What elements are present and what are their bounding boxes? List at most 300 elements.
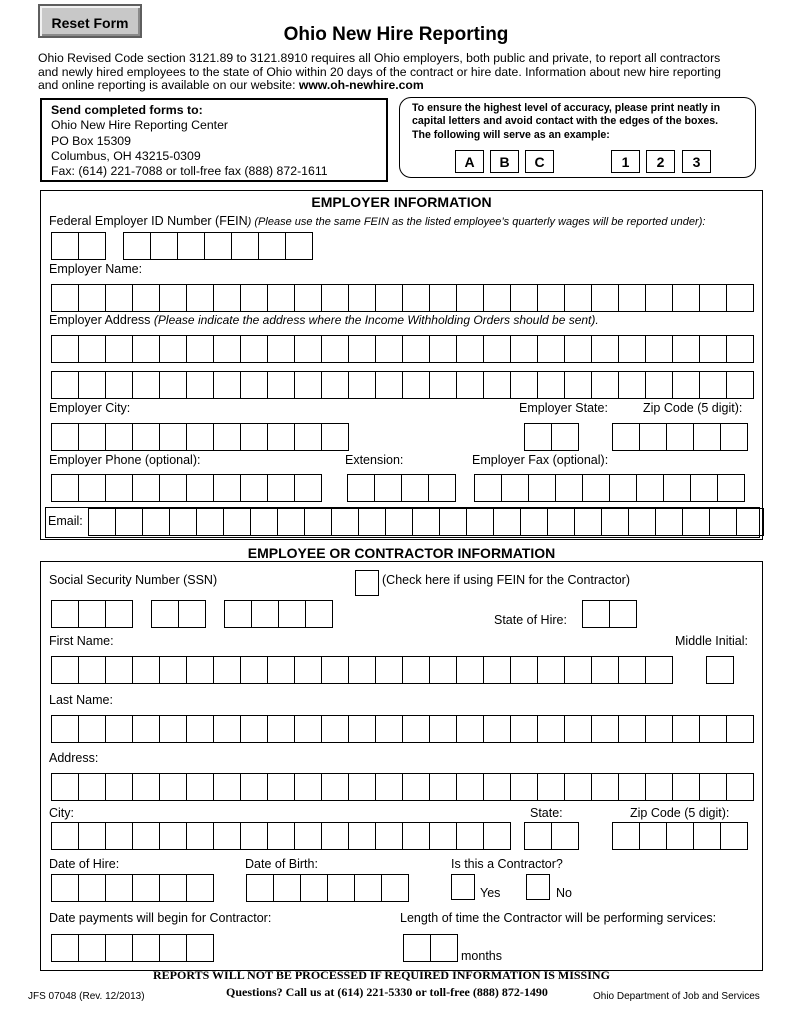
character-box[interactable]: [150, 232, 178, 260]
middle-initial-box[interactable]: [706, 656, 734, 684]
character-box[interactable]: [456, 822, 484, 850]
character-box[interactable]: [726, 284, 754, 312]
character-box[interactable]: [132, 656, 160, 684]
character-box[interactable]: [105, 423, 133, 451]
character-box[interactable]: [672, 715, 700, 743]
character-box[interactable]: [105, 715, 133, 743]
character-box[interactable]: [213, 371, 241, 399]
character-box[interactable]: [78, 715, 106, 743]
character-box[interactable]: [699, 715, 727, 743]
character-box[interactable]: [294, 656, 322, 684]
character-box[interactable]: [186, 874, 214, 902]
character-box[interactable]: [612, 822, 640, 850]
character-box[interactable]: [132, 934, 160, 962]
character-box[interactable]: [78, 423, 106, 451]
character-box[interactable]: [186, 335, 214, 363]
character-box[interactable]: [51, 934, 79, 962]
fein-prefix-boxes[interactable]: [51, 232, 106, 260]
character-box[interactable]: [430, 934, 458, 962]
character-box[interactable]: [159, 371, 187, 399]
character-box[interactable]: [159, 335, 187, 363]
city-boxes[interactable]: [51, 822, 511, 850]
character-box[interactable]: [240, 335, 268, 363]
character-box[interactable]: [132, 284, 160, 312]
character-box[interactable]: [186, 284, 214, 312]
length-of-service-boxes[interactable]: [403, 934, 458, 962]
character-box[interactable]: [321, 773, 349, 801]
character-box[interactable]: [456, 335, 484, 363]
character-box[interactable]: [591, 773, 619, 801]
character-box[interactable]: [402, 822, 430, 850]
character-box[interactable]: [240, 371, 268, 399]
character-box[interactable]: [321, 284, 349, 312]
character-box[interactable]: [645, 715, 673, 743]
character-box[interactable]: [213, 423, 241, 451]
character-box[interactable]: [88, 508, 116, 536]
character-box[interactable]: [501, 474, 529, 502]
character-box[interactable]: [726, 773, 754, 801]
character-box[interactable]: [304, 508, 332, 536]
character-box[interactable]: [78, 822, 106, 850]
character-box[interactable]: [321, 423, 349, 451]
character-box[interactable]: [51, 600, 79, 628]
character-box[interactable]: [429, 773, 457, 801]
character-box[interactable]: [78, 284, 106, 312]
character-box[interactable]: [720, 423, 748, 451]
character-box[interactable]: [645, 284, 673, 312]
character-box[interactable]: [105, 284, 133, 312]
character-box[interactable]: [213, 284, 241, 312]
character-box[interactable]: [123, 232, 151, 260]
ssn-area-boxes[interactable]: [51, 600, 133, 628]
character-box[interactable]: [196, 508, 224, 536]
character-box[interactable]: [510, 656, 538, 684]
character-box[interactable]: [294, 335, 322, 363]
character-box[interactable]: [456, 284, 484, 312]
character-box[interactable]: [402, 371, 430, 399]
character-box[interactable]: [672, 773, 700, 801]
character-box[interactable]: [510, 371, 538, 399]
first-name-boxes[interactable]: [51, 656, 673, 684]
character-box[interactable]: [709, 508, 737, 536]
character-box[interactable]: [564, 773, 592, 801]
character-box[interactable]: [510, 773, 538, 801]
character-box[interactable]: [240, 773, 268, 801]
character-box[interactable]: [105, 773, 133, 801]
character-box[interactable]: [258, 232, 286, 260]
character-box[interactable]: [159, 874, 187, 902]
character-box[interactable]: [132, 423, 160, 451]
character-box[interactable]: [375, 284, 403, 312]
character-box[interactable]: [412, 508, 440, 536]
character-box[interactable]: [726, 715, 754, 743]
character-box[interactable]: [178, 600, 206, 628]
character-box[interactable]: [186, 656, 214, 684]
character-box[interactable]: [132, 715, 160, 743]
character-box[interactable]: [321, 656, 349, 684]
character-box[interactable]: [655, 508, 683, 536]
extension-boxes[interactable]: [347, 474, 456, 502]
character-box[interactable]: [537, 335, 565, 363]
character-box[interactable]: [267, 715, 295, 743]
character-box[interactable]: [159, 284, 187, 312]
character-box[interactable]: [612, 423, 640, 451]
character-box[interactable]: [375, 715, 403, 743]
character-box[interactable]: [682, 508, 710, 536]
character-box[interactable]: [639, 822, 667, 850]
character-box[interactable]: [672, 335, 700, 363]
character-box[interactable]: [564, 335, 592, 363]
character-box[interactable]: [213, 822, 241, 850]
character-box[interactable]: [105, 656, 133, 684]
character-box[interactable]: [321, 715, 349, 743]
character-box[interactable]: [240, 474, 268, 502]
character-box[interactable]: [528, 474, 556, 502]
character-box[interactable]: [510, 284, 538, 312]
character-box[interactable]: [537, 371, 565, 399]
character-box[interactable]: [537, 284, 565, 312]
character-box[interactable]: [429, 822, 457, 850]
character-box[interactable]: [693, 423, 721, 451]
character-box[interactable]: [402, 284, 430, 312]
character-box[interactable]: [105, 371, 133, 399]
character-box[interactable]: [510, 715, 538, 743]
character-box[interactable]: [186, 474, 214, 502]
character-box[interactable]: [375, 822, 403, 850]
character-box[interactable]: [213, 715, 241, 743]
character-box[interactable]: [672, 284, 700, 312]
character-box[interactable]: [51, 822, 79, 850]
character-box[interactable]: [246, 874, 274, 902]
character-box[interactable]: [358, 508, 386, 536]
ssn-serial-boxes[interactable]: [224, 600, 333, 628]
character-box[interactable]: [609, 600, 637, 628]
character-box[interactable]: [456, 773, 484, 801]
character-box[interactable]: [429, 371, 457, 399]
character-box[interactable]: [403, 934, 431, 962]
character-box[interactable]: [720, 822, 748, 850]
character-box[interactable]: [51, 874, 79, 902]
character-box[interactable]: [105, 822, 133, 850]
character-box[interactable]: [736, 508, 764, 536]
employer-city-boxes[interactable]: [51, 423, 349, 451]
character-box[interactable]: [601, 508, 629, 536]
character-box[interactable]: [132, 474, 160, 502]
character-box[interactable]: [474, 474, 502, 502]
character-box[interactable]: [401, 474, 429, 502]
character-box[interactable]: [493, 508, 521, 536]
character-box[interactable]: [213, 656, 241, 684]
character-box[interactable]: [456, 371, 484, 399]
character-box[interactable]: [251, 600, 279, 628]
character-box[interactable]: [483, 284, 511, 312]
character-box[interactable]: [483, 773, 511, 801]
state-boxes[interactable]: [524, 822, 579, 850]
character-box[interactable]: [466, 508, 494, 536]
character-box[interactable]: [483, 371, 511, 399]
character-box[interactable]: [267, 822, 295, 850]
character-box[interactable]: [699, 284, 727, 312]
character-box[interactable]: [51, 773, 79, 801]
character-box[interactable]: [294, 284, 322, 312]
character-box[interactable]: [699, 335, 727, 363]
character-box[interactable]: [645, 335, 673, 363]
character-box[interactable]: [186, 423, 214, 451]
character-box[interactable]: [294, 474, 322, 502]
character-box[interactable]: [564, 284, 592, 312]
character-box[interactable]: [564, 371, 592, 399]
character-box[interactable]: [321, 822, 349, 850]
last-name-boxes[interactable]: [51, 715, 754, 743]
character-box[interactable]: [213, 773, 241, 801]
character-box[interactable]: [321, 371, 349, 399]
employer-zip-boxes[interactable]: [612, 423, 748, 451]
email-boxes[interactable]: [88, 508, 764, 536]
character-box[interactable]: [132, 874, 160, 902]
character-box[interactable]: [639, 423, 667, 451]
employer-fax-boxes[interactable]: [474, 474, 745, 502]
character-box[interactable]: [51, 656, 79, 684]
website-link[interactable]: www.oh-newhire.com: [298, 78, 424, 92]
character-box[interactable]: [591, 335, 619, 363]
character-box[interactable]: [250, 508, 278, 536]
character-box[interactable]: [240, 423, 268, 451]
character-box[interactable]: [429, 284, 457, 312]
character-box[interactable]: [591, 284, 619, 312]
character-box[interactable]: [582, 474, 610, 502]
character-box[interactable]: [132, 335, 160, 363]
character-box[interactable]: [204, 232, 232, 260]
character-box[interactable]: [273, 874, 301, 902]
character-box[interactable]: [78, 371, 106, 399]
character-box[interactable]: [717, 474, 745, 502]
character-box[interactable]: [159, 656, 187, 684]
date-of-hire-boxes[interactable]: [51, 874, 214, 902]
character-box[interactable]: [267, 474, 295, 502]
character-box[interactable]: [348, 715, 376, 743]
character-box[interactable]: [726, 335, 754, 363]
character-box[interactable]: [267, 335, 295, 363]
character-box[interactable]: [537, 773, 565, 801]
character-box[interactable]: [78, 600, 106, 628]
character-box[interactable]: [483, 822, 511, 850]
character-box[interactable]: [159, 934, 187, 962]
character-box[interactable]: [169, 508, 197, 536]
zip-boxes[interactable]: [612, 822, 748, 850]
character-box[interactable]: [51, 423, 79, 451]
character-box[interactable]: [551, 822, 579, 850]
character-box[interactable]: [240, 822, 268, 850]
character-box[interactable]: [151, 600, 179, 628]
employer-name-boxes[interactable]: [51, 284, 754, 312]
character-box[interactable]: [294, 822, 322, 850]
character-box[interactable]: [78, 656, 106, 684]
character-box[interactable]: [663, 474, 691, 502]
character-box[interactable]: [294, 715, 322, 743]
character-box[interactable]: [213, 474, 241, 502]
character-box[interactable]: [321, 335, 349, 363]
character-box[interactable]: [231, 232, 259, 260]
character-box[interactable]: [213, 335, 241, 363]
character-box[interactable]: [348, 822, 376, 850]
character-box[interactable]: [78, 474, 106, 502]
character-box[interactable]: [428, 474, 456, 502]
character-box[interactable]: [105, 335, 133, 363]
character-box[interactable]: [240, 715, 268, 743]
character-box[interactable]: [551, 423, 579, 451]
character-box[interactable]: [348, 284, 376, 312]
character-box[interactable]: [267, 284, 295, 312]
character-box[interactable]: [267, 371, 295, 399]
character-box[interactable]: [105, 474, 133, 502]
character-box[interactable]: [348, 335, 376, 363]
character-box[interactable]: [381, 874, 409, 902]
character-box[interactable]: [300, 874, 328, 902]
character-box[interactable]: [636, 474, 664, 502]
character-box[interactable]: [564, 656, 592, 684]
character-box[interactable]: [277, 508, 305, 536]
character-box[interactable]: [186, 371, 214, 399]
contractor-no-checkbox[interactable]: [526, 874, 550, 900]
character-box[interactable]: [510, 335, 538, 363]
character-box[interactable]: [240, 284, 268, 312]
character-box[interactable]: [186, 822, 214, 850]
character-box[interactable]: [159, 773, 187, 801]
character-box[interactable]: [294, 773, 322, 801]
character-box[interactable]: [294, 423, 322, 451]
character-box[interactable]: [105, 934, 133, 962]
character-box[interactable]: [177, 232, 205, 260]
character-box[interactable]: [354, 874, 382, 902]
character-box[interactable]: [375, 335, 403, 363]
character-box[interactable]: [78, 874, 106, 902]
character-box[interactable]: [374, 474, 402, 502]
character-box[interactable]: [429, 715, 457, 743]
character-box[interactable]: [582, 600, 610, 628]
character-box[interactable]: [672, 371, 700, 399]
character-box[interactable]: [223, 508, 251, 536]
employer-state-boxes[interactable]: [524, 423, 579, 451]
character-box[interactable]: [483, 335, 511, 363]
character-box[interactable]: [159, 474, 187, 502]
state-of-hire-boxes[interactable]: [582, 600, 637, 628]
character-box[interactable]: [375, 656, 403, 684]
character-box[interactable]: [186, 773, 214, 801]
fein-number-boxes[interactable]: [123, 232, 313, 260]
employer-phone-boxes[interactable]: [51, 474, 322, 502]
character-box[interactable]: [105, 874, 133, 902]
contractor-yes-checkbox[interactable]: [451, 874, 475, 900]
character-box[interactable]: [547, 508, 575, 536]
character-box[interactable]: [591, 656, 619, 684]
character-box[interactable]: [348, 773, 376, 801]
character-box[interactable]: [564, 715, 592, 743]
character-box[interactable]: [159, 423, 187, 451]
character-box[interactable]: [699, 773, 727, 801]
character-box[interactable]: [278, 600, 306, 628]
character-box[interactable]: [690, 474, 718, 502]
character-box[interactable]: [159, 715, 187, 743]
employer-address-boxes-2[interactable]: [51, 371, 754, 399]
character-box[interactable]: [537, 715, 565, 743]
character-box[interactable]: [385, 508, 413, 536]
character-box[interactable]: [285, 232, 313, 260]
character-box[interactable]: [51, 715, 79, 743]
character-box[interactable]: [628, 508, 656, 536]
character-box[interactable]: [524, 423, 552, 451]
character-box[interactable]: [186, 715, 214, 743]
character-box[interactable]: [618, 371, 646, 399]
character-box[interactable]: [240, 656, 268, 684]
character-box[interactable]: [267, 656, 295, 684]
character-box[interactable]: [132, 773, 160, 801]
character-box[interactable]: [645, 371, 673, 399]
character-box[interactable]: [347, 474, 375, 502]
character-box[interactable]: [331, 508, 359, 536]
character-box[interactable]: [402, 715, 430, 743]
character-box[interactable]: [524, 822, 552, 850]
character-box[interactable]: [574, 508, 602, 536]
character-box[interactable]: [267, 773, 295, 801]
character-box[interactable]: [294, 371, 322, 399]
character-box[interactable]: [645, 773, 673, 801]
character-box[interactable]: [456, 656, 484, 684]
character-box[interactable]: [327, 874, 355, 902]
character-box[interactable]: [402, 773, 430, 801]
character-box[interactable]: [483, 715, 511, 743]
character-box[interactable]: [51, 474, 79, 502]
character-box[interactable]: [645, 656, 673, 684]
character-box[interactable]: [159, 822, 187, 850]
character-box[interactable]: [51, 335, 79, 363]
character-box[interactable]: [51, 284, 79, 312]
reset-form-button[interactable]: Reset Form: [38, 4, 142, 38]
character-box[interactable]: [402, 335, 430, 363]
character-box[interactable]: [618, 656, 646, 684]
character-box[interactable]: [618, 715, 646, 743]
employer-address-boxes-1[interactable]: [51, 335, 754, 363]
fein-contractor-checkbox[interactable]: [355, 570, 379, 596]
character-box[interactable]: [305, 600, 333, 628]
character-box[interactable]: [51, 371, 79, 399]
character-box[interactable]: [429, 335, 457, 363]
character-box[interactable]: [520, 508, 548, 536]
character-box[interactable]: [699, 371, 727, 399]
character-box[interactable]: [537, 656, 565, 684]
character-box[interactable]: [224, 600, 252, 628]
character-box[interactable]: [105, 600, 133, 628]
character-box[interactable]: [51, 232, 79, 260]
character-box[interactable]: [78, 335, 106, 363]
payments-begin-boxes[interactable]: [51, 934, 214, 962]
date-of-birth-boxes[interactable]: [246, 874, 409, 902]
character-box[interactable]: [132, 822, 160, 850]
character-box[interactable]: [456, 715, 484, 743]
ssn-group-boxes[interactable]: [151, 600, 206, 628]
character-box[interactable]: [348, 656, 376, 684]
character-box[interactable]: [439, 508, 467, 536]
character-box[interactable]: [142, 508, 170, 536]
character-box[interactable]: [483, 656, 511, 684]
character-box[interactable]: [375, 773, 403, 801]
character-box[interactable]: [267, 423, 295, 451]
character-box[interactable]: [555, 474, 583, 502]
character-box[interactable]: [706, 656, 734, 684]
character-box[interactable]: [666, 423, 694, 451]
character-box[interactable]: [618, 284, 646, 312]
character-box[interactable]: [693, 822, 721, 850]
character-box[interactable]: [591, 371, 619, 399]
